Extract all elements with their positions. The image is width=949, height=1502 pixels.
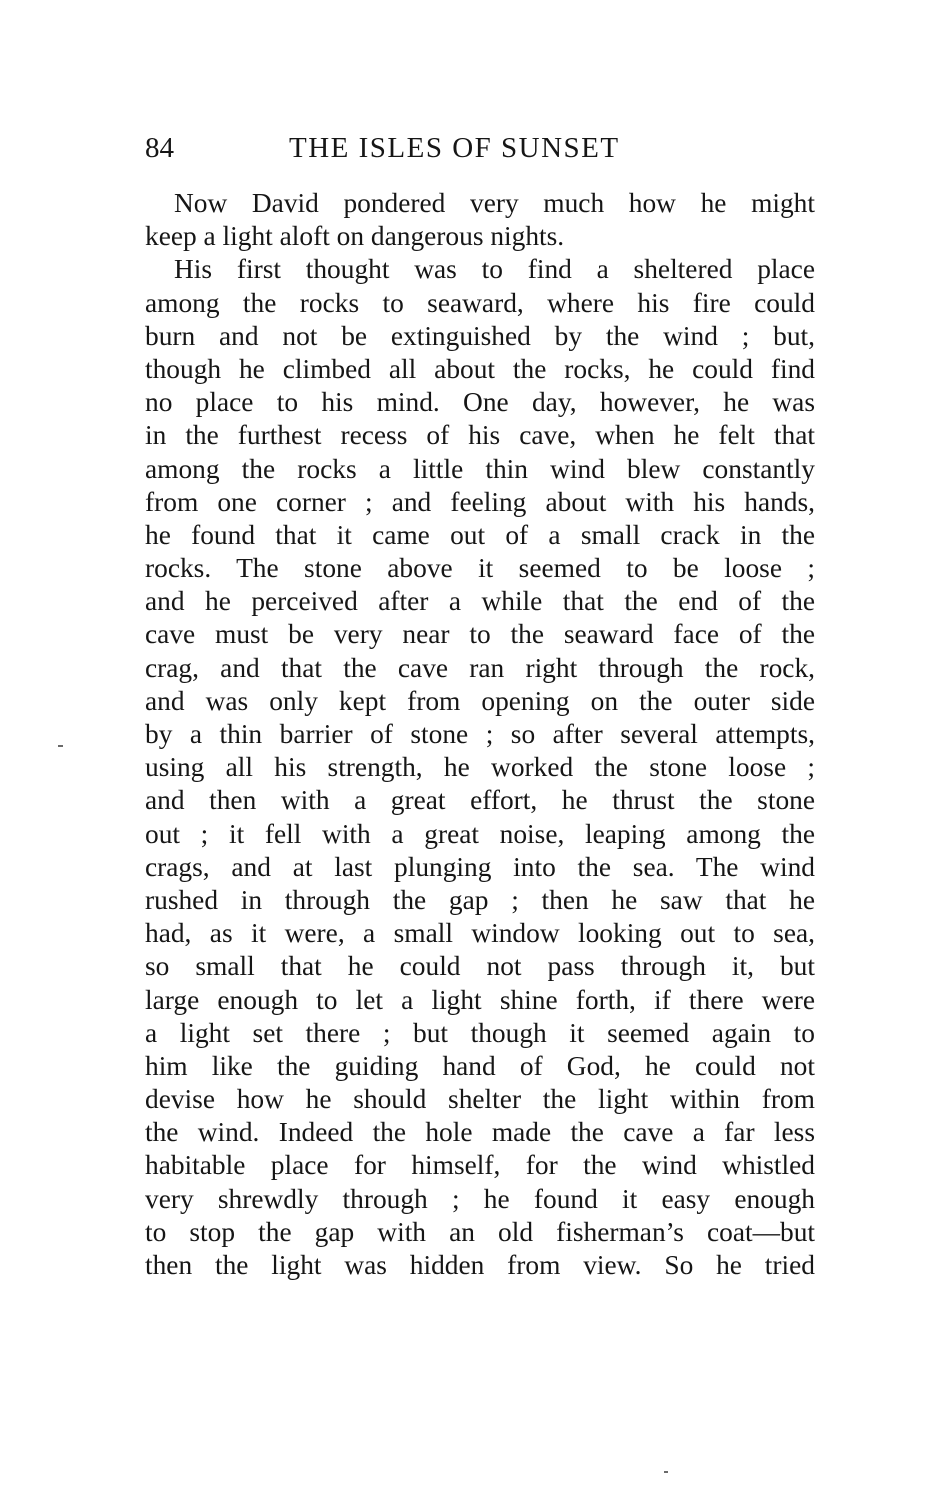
running-title: THE ISLES OF SUNSET — [289, 132, 620, 164]
text-line: and then with a great effort, he thrust the stone — [145, 785, 815, 816]
text-line: devise how he should shelter the light within from — [145, 1084, 815, 1115]
text-line: he found that it came out of a small crack in the — [145, 519, 815, 550]
text-line: habitable place for himself, for the wind whistled — [145, 1150, 815, 1181]
text-line: out ; it fell with a great noise, leaping among the — [145, 818, 815, 849]
text-line: His first thought was to find a sheltered place — [174, 254, 815, 285]
text-line: by a thin barrier of stone ; so after several attempts, — [145, 719, 815, 749]
text-line: rocks. The stone above it seemed to be loose ; — [145, 553, 815, 584]
text-line: large enough to let a light shine forth, if there were — [145, 984, 815, 1015]
text-line: and he perceived after a while that the end of the — [145, 586, 815, 617]
text-line: Now David pondered very much how he might — [174, 188, 815, 218]
text-line: using all his strength, he worked the stone loose ; — [145, 752, 815, 783]
text-line: him like the guiding hand of God, he could not — [145, 1050, 815, 1081]
text-line: rushed in through the gap ; then he saw that he — [145, 884, 815, 915]
page-number: 84 — [145, 132, 174, 164]
text-line: among the rocks to seaward, where his fire could — [145, 287, 815, 318]
page-header — [145, 128, 815, 168]
text-line: very shrewdly through ; he found it easy enough — [145, 1183, 815, 1214]
scan-mark — [58, 745, 63, 747]
text-line: in the furthest recess of his cave, when he felt that — [145, 420, 815, 451]
text-line: then the light was hidden from view. So he tried — [145, 1250, 815, 1280]
text-line: keep a light aloft on dangerous nights. — [145, 221, 565, 252]
text-line: crag, and that the cave ran right through the rock, — [145, 652, 815, 683]
text-line: and was only kept from opening on the outer side — [145, 685, 815, 716]
body-text — [145, 187, 815, 1282]
text-line: so small that he could not pass through it, but — [145, 951, 815, 982]
text-line: the wind. Indeed the hole made the cave a far less — [145, 1117, 815, 1148]
text-line: among the rocks a little thin wind blew constantly — [145, 453, 815, 484]
text-line: no place to his mind. One day, however, he was — [145, 387, 815, 418]
text-line: cave must be very near to the seaward face of the — [145, 619, 815, 650]
text-line: had, as it were, a small window looking out to sea, — [145, 918, 815, 949]
text-line: a light set there ; but though it seemed again to — [145, 1017, 815, 1048]
text-line: from one corner ; and feeling about with his hands, — [145, 486, 815, 517]
scan-mark — [664, 1471, 668, 1473]
text-line: though he climbed all about the rocks, he could find — [145, 353, 815, 384]
text-line: crags, and at last plunging into the sea. The wind — [145, 851, 815, 882]
text-line: to stop the gap with an old fisherman’s coat—but — [145, 1216, 815, 1247]
text-line: burn and not be extinguished by the wind ; but, — [145, 320, 815, 351]
